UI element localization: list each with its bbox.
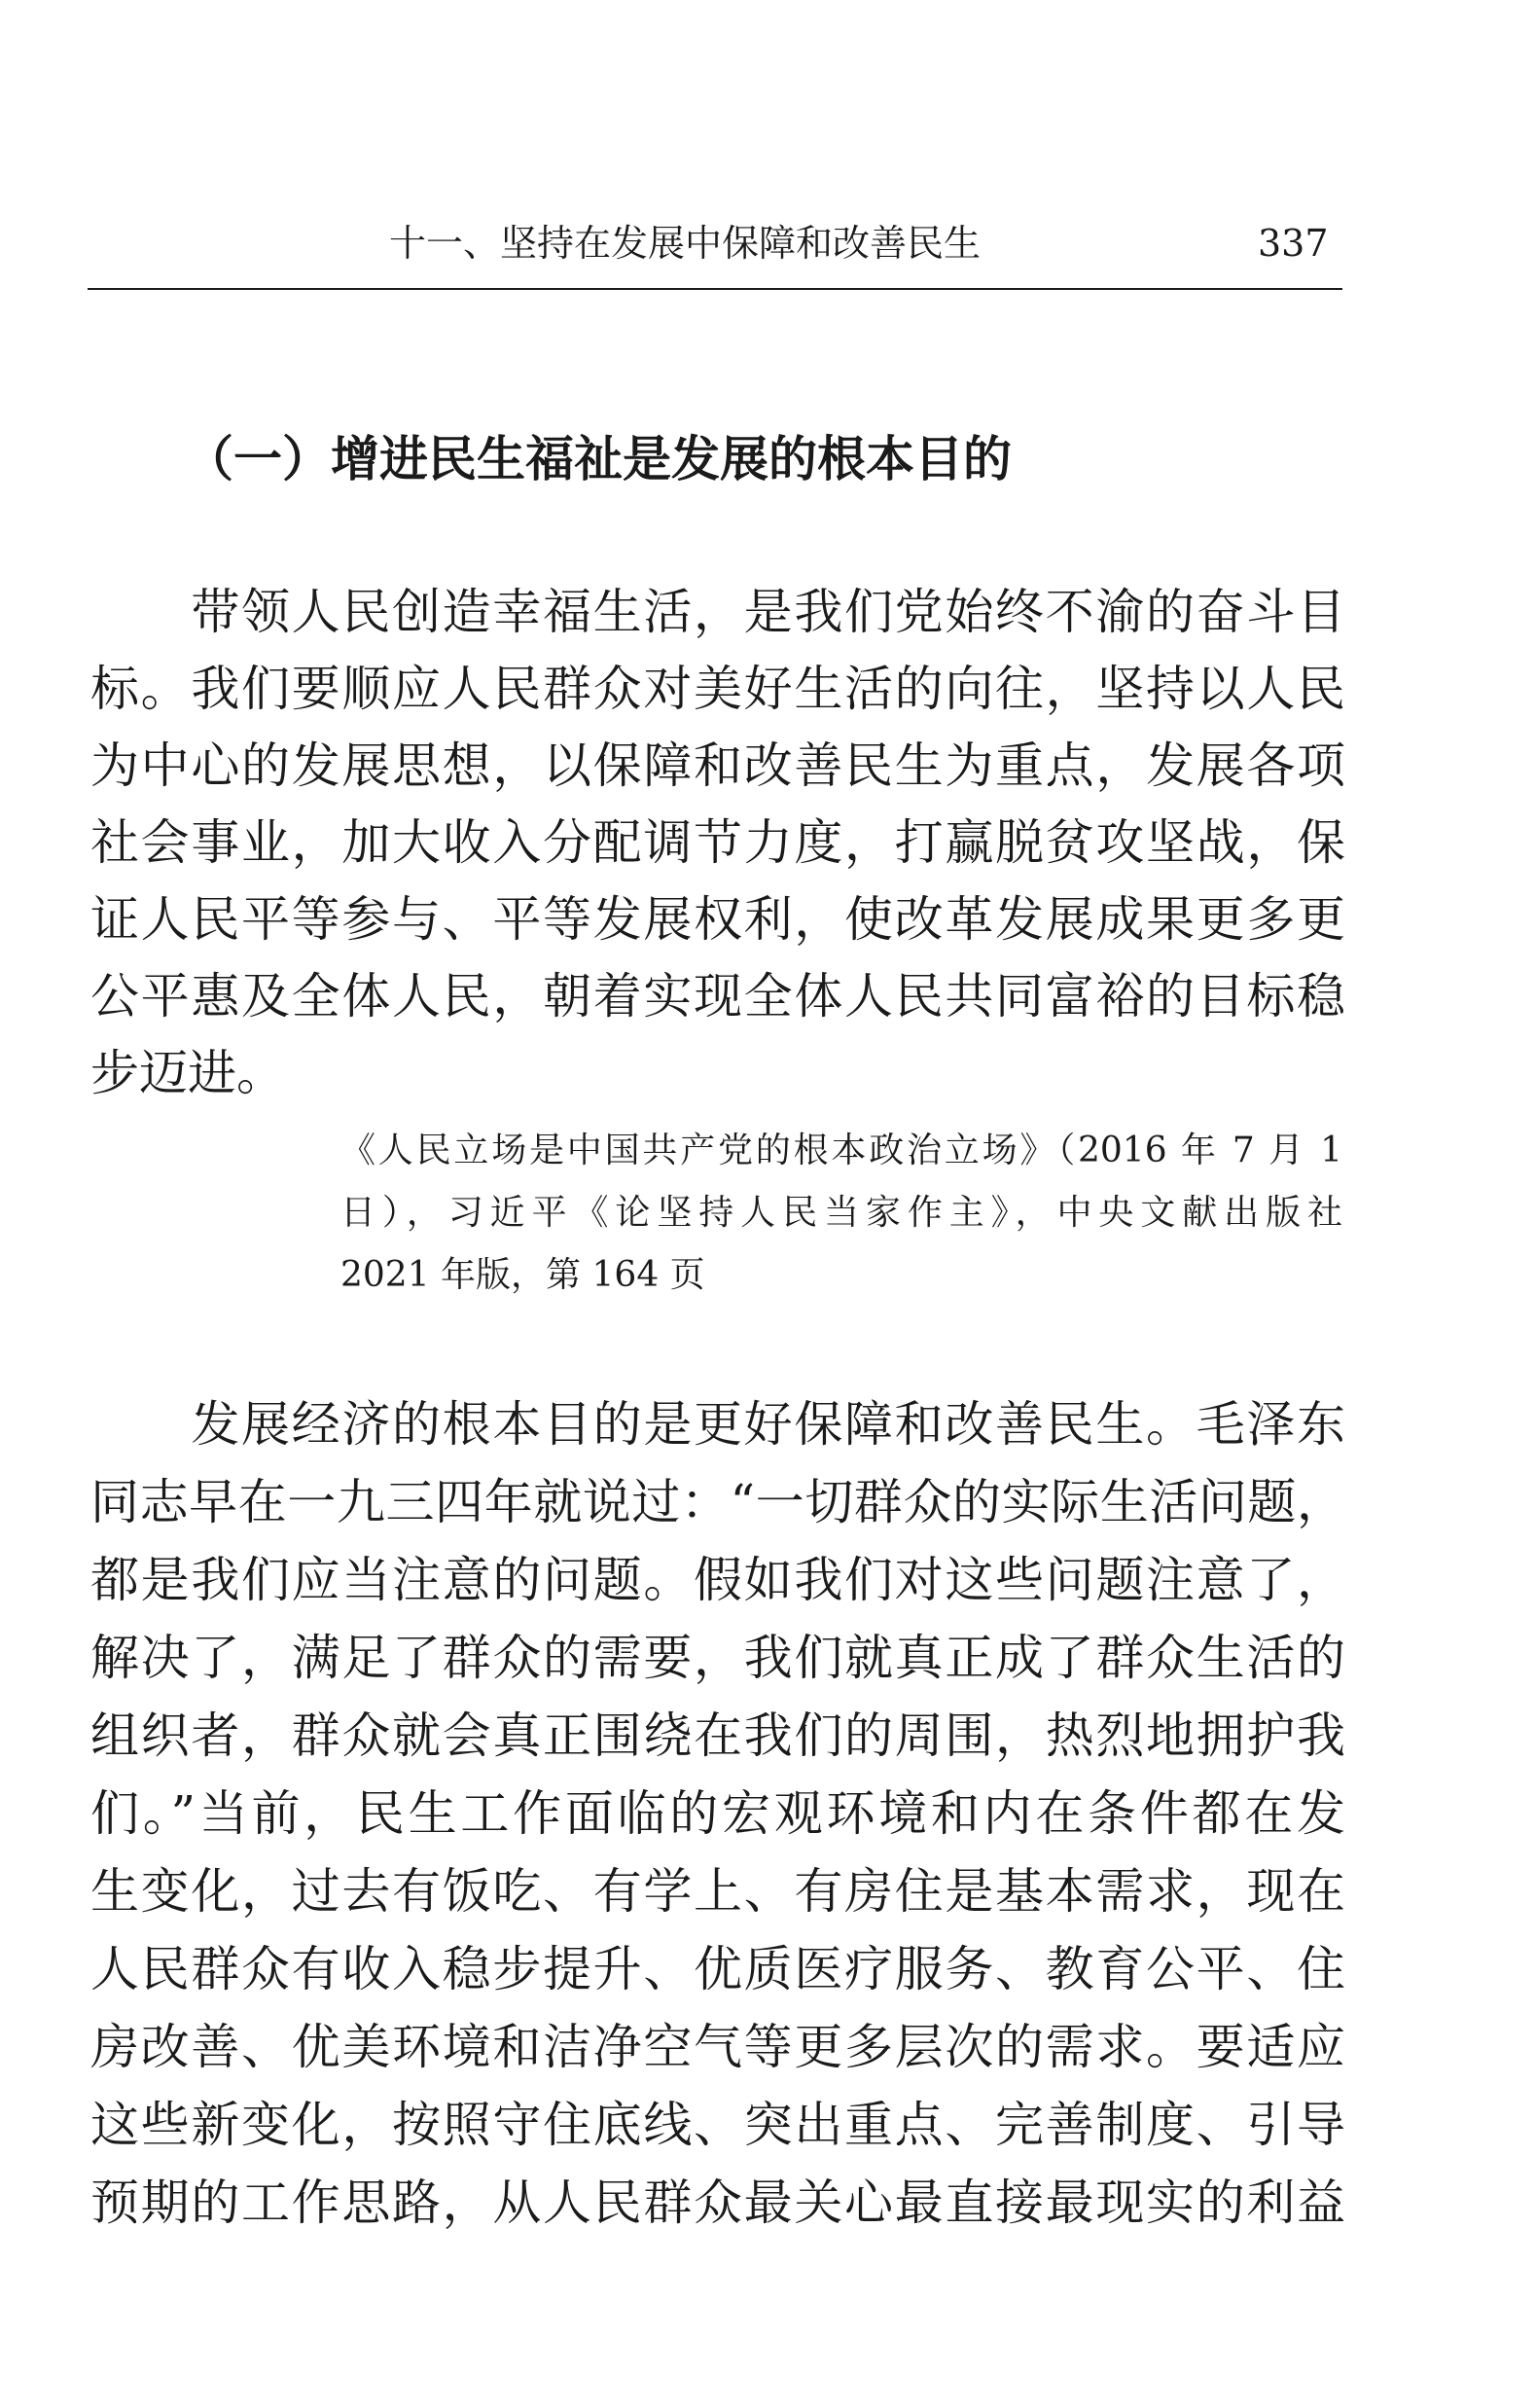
paragraph-line: 们。”当前，民生工作面临的宏观环境和内在条件都在发: [90, 1785, 1345, 1842]
paragraph-line: 发展经济的根本目的是更好保障和改善民生。毛泽东: [90, 1396, 1345, 1453]
paragraph-line: 都是我们应当注意的问题。假如我们对这些问题注意了，: [90, 1552, 1345, 1608]
paragraph-line: 证人民平等参与、平等发展权利，使改革发展成果更多更: [90, 891, 1345, 948]
paragraph-line: 这些新变化，按照守住底线、突出重点、完善制度、引导: [90, 2097, 1345, 2153]
page-number: 337: [1258, 222, 1329, 265]
section-heading: （一）增进民生福祉是发展的根本目的: [185, 431, 1012, 487]
paragraph-line: 为中心的发展思想，以保障和改善民生为重点，发展各项: [90, 737, 1345, 794]
paragraph-line: 公平惠及全体人民，朝着实现全体人民共同富裕的目标稳: [90, 968, 1345, 1024]
paragraph-line: 组织者，群众就会真正围绕在我们的周围，热烈地拥护我: [90, 1707, 1345, 1764]
paragraph-line: 步迈进。: [90, 1045, 285, 1101]
header-rule: [88, 288, 1342, 290]
citation-line: 2021 年版，第 164 页: [340, 1255, 705, 1295]
paragraph-line: 预期的工作思路，从人民群众最关心最直接最现实的利益: [90, 2174, 1345, 2231]
paragraph-line: 人民群众有收入稳步提升、优质医疗服务、教育公平、住: [90, 1941, 1345, 1997]
citation-line: 日），习近平《论坚持人民当家作主》，中央文献出版社: [340, 1193, 1342, 1233]
running-header-title: 十一、坚持在发展中保障和改善民生: [389, 222, 982, 265]
paragraph-line: 同志早在一九三四年就说过：“一切群众的实际生活问题，: [90, 1474, 1345, 1530]
paragraph-line: 解决了，满足了群众的需要，我们就真正成了群众生活的: [90, 1630, 1345, 1686]
citation-line: 《人民立场是中国共产党的根本政治立场》（2016 年 7 月 1: [340, 1131, 1342, 1170]
paragraph-line: 标。我们要顺应人民群众对美好生活的向往，坚持以人民: [90, 661, 1345, 717]
paragraph-line: 生变化，过去有饭吃、有学上、有房住是基本需求，现在: [90, 1863, 1345, 1920]
paragraph-line: 房改善、优美环境和洁净空气等更多层次的需求。要适应: [90, 2019, 1345, 2075]
paragraph-line: 带领人民创造幸福生活，是我们党始终不渝的奋斗目: [90, 584, 1345, 640]
paragraph-line: 社会事业，加大收入分配调节力度，打赢脱贫攻坚战，保: [90, 814, 1345, 871]
